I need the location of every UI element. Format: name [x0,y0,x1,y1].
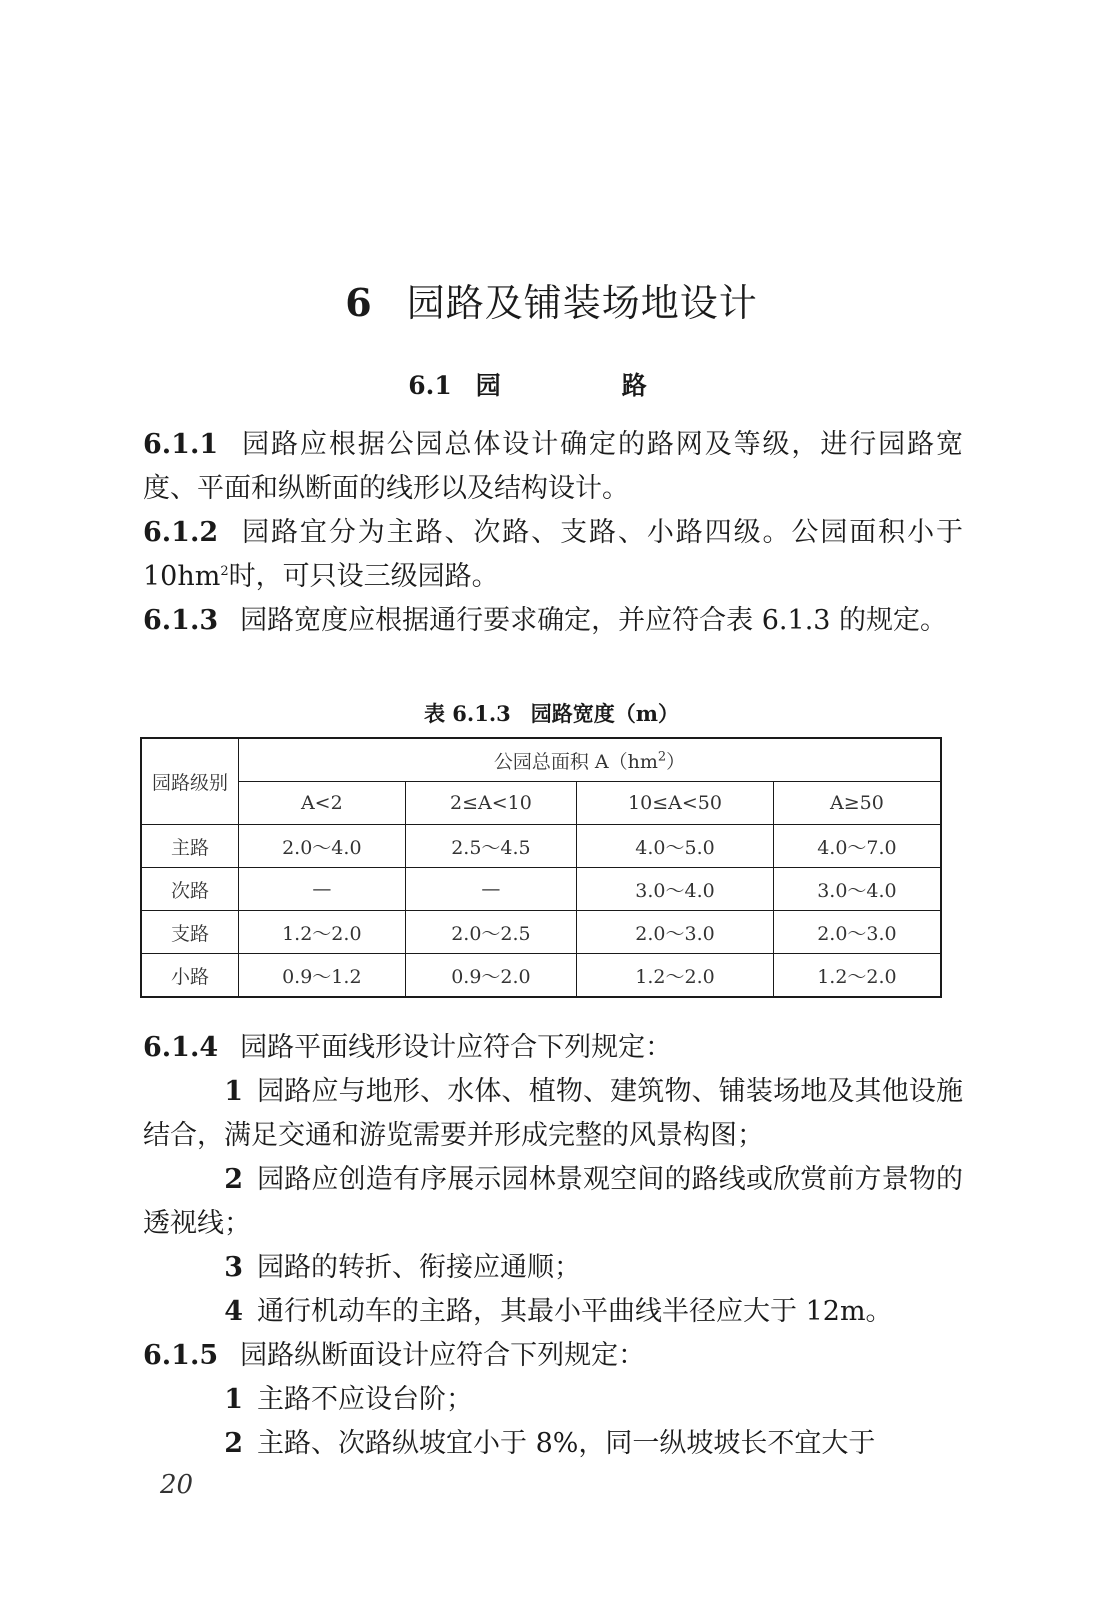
table-cell: 3.0～4.0 [577,868,774,911]
clause-6-1-2 [143,511,963,599]
table-caption [0,698,1103,728]
superscript: 2 [657,749,667,765]
item-number: 1 [224,1384,243,1415]
table-row [141,825,941,868]
chapter-title-text: 园路及铺装场地设计 [406,281,758,325]
table-cell: 2.0～2.5 [405,911,577,954]
table-cell: 2.0～4.0 [239,825,406,868]
clause-text: 园路宽度应根据通行要求确定，并应符合表 6.1.3 的规定。 [240,605,948,636]
road-width-table [140,737,942,998]
section-title-text: 园 路 [475,371,695,400]
clause-number: 6.1.5 [143,1340,219,1371]
table-cell: 0.9～1.2 [239,954,406,998]
column-header: 10≤A<50 [577,782,774,825]
section-number: 6.1 [408,371,452,400]
item-number: 3 [224,1252,243,1283]
table-row [141,868,941,911]
table-cell: 3.0～4.0 [773,868,941,911]
item-text: 园路的转折、衔接应通顺； [257,1252,581,1283]
page-number: 20 [160,1470,194,1500]
clause-6-1-4 [143,1026,963,1070]
list-item [143,1070,963,1158]
table-row [141,954,941,998]
table-cell: 2.0～3.0 [577,911,774,954]
item-text: 通行机动车的主路，其最小平曲线半径应大于 12m。 [257,1296,893,1327]
clause-text: 园路纵断面设计应符合下列规定： [240,1340,646,1371]
list-item [143,1378,963,1422]
table-number: 表 6.1.3 [423,701,511,726]
group-header-close: ） [666,750,686,773]
superscript: 2 [220,564,229,579]
chapter-title [0,272,1103,327]
table-cell: 2.0～3.0 [773,911,941,954]
table-cell: 1.2～2.0 [577,954,774,998]
clause-number: 6.1.3 [143,605,219,636]
column-header: A<2 [239,782,406,825]
table-cell: 1.2～2.0 [773,954,941,998]
item-number: 4 [224,1296,243,1327]
table-cell: 2.5～4.5 [405,825,577,868]
clauses-top [143,423,963,643]
item-text: 园路应与地形、水体、植物、建筑物、铺装场地及其他设施结合，满足交通和游览需要并形成完整的风景构图； [143,1076,963,1151]
row-name: 小路 [141,954,239,998]
clause-6-1-1 [143,423,963,511]
group-header [239,738,942,782]
table-cell: 4.0～5.0 [577,825,774,868]
section-title [0,366,1103,402]
list-item [143,1158,963,1246]
item-text: 园路应创造有序展示园林景观空间的路线或欣赏前方景物的透视线； [143,1164,963,1239]
table-title: 园路宽度（m） [530,701,679,726]
row-name: 支路 [141,911,239,954]
table-cell: — [239,868,406,911]
column-header: A≥50 [773,782,941,825]
clause-number: 6.1.4 [143,1032,219,1063]
group-header-text: 公园总面积 A（hm [493,750,658,773]
clause-text: 园路平面线形设计应符合下列规定： [240,1032,673,1063]
clause-number: 6.1.1 [143,429,219,460]
list-item [143,1246,963,1290]
table-cell: 4.0～7.0 [773,825,941,868]
item-text: 主路、次路纵坡宜小于 8%，同一纵坡坡长不宜大于 [257,1428,876,1459]
row-name: 次路 [141,868,239,911]
column-header: 2≤A<10 [405,782,577,825]
clause-6-1-3 [143,599,963,643]
item-number: 2 [224,1164,243,1195]
table-row [141,911,941,954]
table-subheader-row [141,782,941,825]
list-item [143,1290,963,1334]
table-header-row [141,738,941,782]
table-cell: — [405,868,577,911]
clause-text: 园路应根据公园总体设计确定的路网及等级，进行园路宽度、平面和纵断面的线形以及结构设计。 [143,429,963,504]
clause-text: 园路宜分为主路、次路、支路、小路四级。公园面积小于 10hm [143,517,963,592]
item-number: 2 [224,1428,243,1459]
table-cell: 1.2～2.0 [239,911,406,954]
item-number: 1 [224,1076,243,1107]
clauses-bottom [143,1026,963,1466]
row-header: 园路级别 [141,738,239,825]
chapter-number: 6 [345,280,373,325]
list-item [143,1422,963,1466]
item-text: 主路不应设台阶； [257,1384,473,1415]
clause-number: 6.1.2 [143,517,219,548]
table-cell: 0.9～2.0 [405,954,577,998]
clause-6-1-5 [143,1334,963,1378]
row-name: 主路 [141,825,239,868]
clause-text-cont: 时，可只设三级园路。 [228,561,499,592]
